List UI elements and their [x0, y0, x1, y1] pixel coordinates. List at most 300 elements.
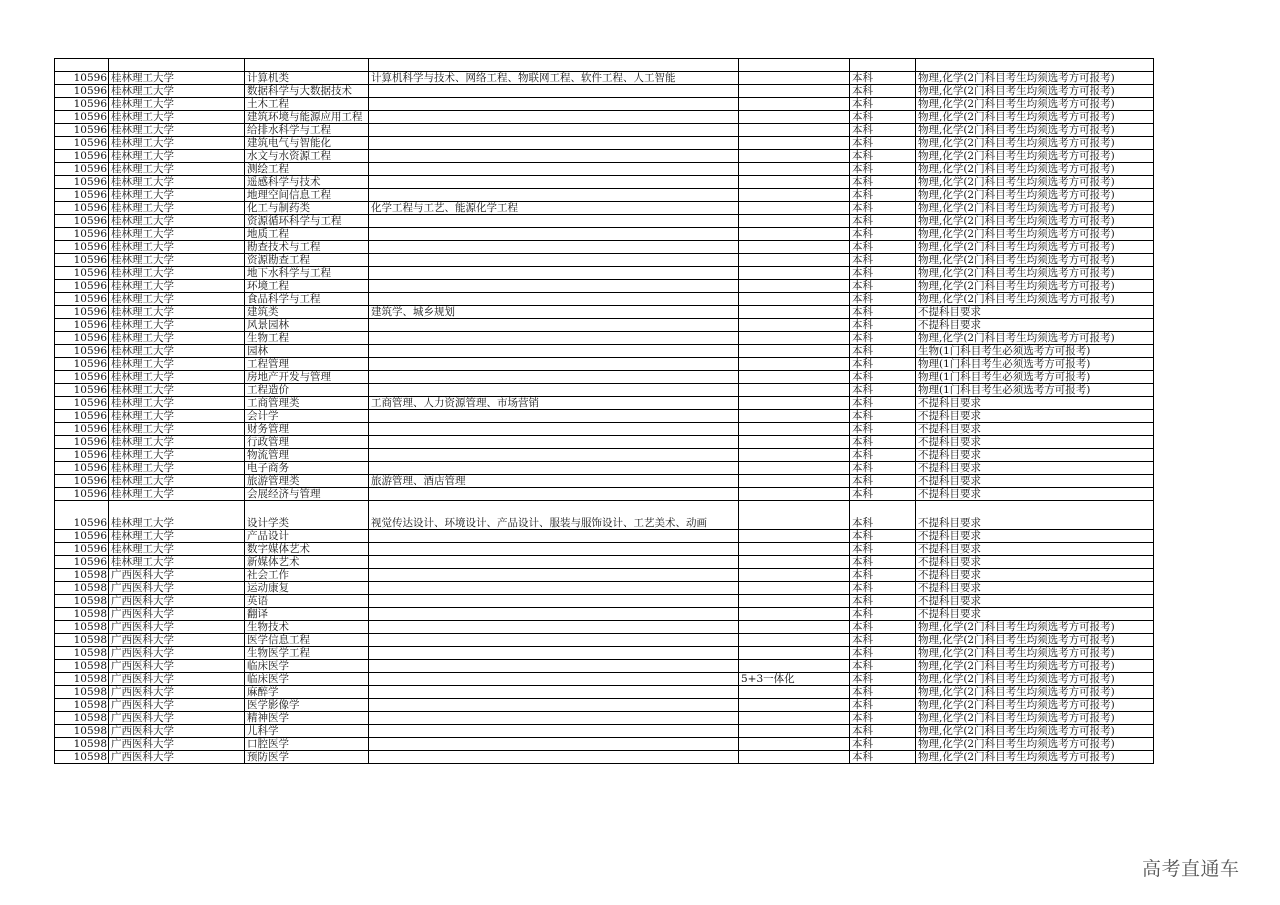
major-name-cell: 生物工程 — [245, 332, 369, 345]
subject-requirement-cell: 物理(1门科目考生必须选考方可报考) — [916, 358, 1154, 371]
note-cell — [739, 634, 850, 647]
major-name-cell: 工程管理 — [245, 358, 369, 371]
table-row — [55, 332, 1154, 345]
table-row — [55, 176, 1154, 189]
school-code-cell: 10596 — [55, 345, 109, 358]
included-majors-cell — [369, 98, 739, 111]
note-cell — [739, 215, 850, 228]
table-row — [55, 712, 1154, 725]
major-name-cell: 园林 — [245, 345, 369, 358]
school-name-cell: 广西医科大学 — [109, 660, 245, 673]
table-row — [55, 254, 1154, 267]
school-name-cell: 桂林理工大学 — [109, 98, 245, 111]
major-name-cell: 工程造价 — [245, 384, 369, 397]
included-majors-cell: 工商管理、人力资源管理、市场营销 — [369, 397, 739, 410]
subject-requirement-cell: 物理,化学(2门科目考生均须选考方可报考) — [916, 137, 1154, 150]
school-name-cell: 桂林理工大学 — [109, 436, 245, 449]
level-cell: 本科 — [850, 462, 916, 475]
major-name-cell: 建筑类 — [245, 306, 369, 319]
school-code-cell: 10596 — [55, 267, 109, 280]
school-name-cell: 桂林理工大学 — [109, 488, 245, 501]
level-cell: 本科 — [850, 712, 916, 725]
major-name-cell: 物流管理 — [245, 449, 369, 462]
table-row — [55, 462, 1154, 475]
major-name-cell: 会展经济与管理 — [245, 488, 369, 501]
table-row — [55, 202, 1154, 215]
table-row — [55, 215, 1154, 228]
subject-requirement-cell: 不提科目要求 — [916, 397, 1154, 410]
note-cell — [739, 345, 850, 358]
subject-requirement-cell: 不提科目要求 — [916, 608, 1154, 621]
subject-requirement-cell: 物理,化学(2门科目考生均须选考方可报考) — [916, 85, 1154, 98]
major-name-cell: 电子商务 — [245, 462, 369, 475]
table-row — [55, 72, 1154, 85]
level-cell: 本科 — [850, 699, 916, 712]
subject-requirement-cell: 物理,化学(2门科目考生均须选考方可报考) — [916, 189, 1154, 202]
table-row — [55, 150, 1154, 163]
subject-requirement-cell: 物理,化学(2门科目考生均须选考方可报考) — [916, 332, 1154, 345]
note-cell — [739, 124, 850, 137]
table-row — [55, 384, 1154, 397]
level-cell: 本科 — [850, 397, 916, 410]
included-majors-cell: 化学工程与工艺、能源化学工程 — [369, 202, 739, 215]
blank-cell — [245, 59, 369, 72]
level-cell: 本科 — [850, 267, 916, 280]
school-code-cell: 10596 — [55, 358, 109, 371]
major-name-cell: 数据科学与大数据技术 — [245, 85, 369, 98]
included-majors-cell — [369, 371, 739, 384]
note-cell — [739, 530, 850, 543]
major-name-cell: 财务管理 — [245, 423, 369, 436]
note-cell — [739, 371, 850, 384]
table-row — [55, 267, 1154, 280]
school-code-cell: 10596 — [55, 228, 109, 241]
subject-requirement-cell: 不提科目要求 — [916, 449, 1154, 462]
school-code-cell: 10596 — [55, 384, 109, 397]
note-cell — [739, 423, 850, 436]
major-name-cell: 环境工程 — [245, 280, 369, 293]
school-name-cell: 广西医科大学 — [109, 569, 245, 582]
level-cell: 本科 — [850, 98, 916, 111]
school-name-cell: 桂林理工大学 — [109, 124, 245, 137]
enrollment-table — [54, 58, 1154, 764]
school-name-cell: 广西医科大学 — [109, 595, 245, 608]
major-name-cell: 医学信息工程 — [245, 634, 369, 647]
included-majors-cell — [369, 150, 739, 163]
school-name-cell: 广西医科大学 — [109, 673, 245, 686]
subject-requirement-cell: 不提科目要求 — [916, 501, 1154, 530]
included-majors-cell — [369, 569, 739, 582]
included-majors-cell — [369, 462, 739, 475]
school-code-cell: 10596 — [55, 556, 109, 569]
school-name-cell: 桂林理工大学 — [109, 501, 245, 530]
note-cell — [739, 98, 850, 111]
level-cell: 本科 — [850, 423, 916, 436]
table-row — [55, 189, 1154, 202]
school-code-cell: 10598 — [55, 582, 109, 595]
school-code-cell: 10596 — [55, 280, 109, 293]
included-majors-cell — [369, 267, 739, 280]
included-majors-cell — [369, 751, 739, 764]
blank-header-row — [55, 59, 1154, 72]
level-cell: 本科 — [850, 475, 916, 488]
subject-requirement-cell: 不提科目要求 — [916, 462, 1154, 475]
note-cell — [739, 621, 850, 634]
level-cell: 本科 — [850, 189, 916, 202]
note-cell — [739, 543, 850, 556]
note-cell — [739, 72, 850, 85]
subject-requirement-cell: 不提科目要求 — [916, 556, 1154, 569]
major-name-cell: 风景园林 — [245, 319, 369, 332]
school-name-cell: 桂林理工大学 — [109, 85, 245, 98]
level-cell: 本科 — [850, 384, 916, 397]
included-majors-cell — [369, 384, 739, 397]
note-cell — [739, 241, 850, 254]
note-cell — [739, 660, 850, 673]
table-row — [55, 530, 1154, 543]
school-name-cell: 桂林理工大学 — [109, 462, 245, 475]
included-majors-cell — [369, 595, 739, 608]
included-majors-cell — [369, 423, 739, 436]
note-cell — [739, 332, 850, 345]
included-majors-cell — [369, 738, 739, 751]
table-row — [55, 595, 1154, 608]
blank-cell — [109, 59, 245, 72]
table-row — [55, 228, 1154, 241]
subject-requirement-cell: 物理,化学(2门科目考生均须选考方可报考) — [916, 267, 1154, 280]
level-cell: 本科 — [850, 293, 916, 306]
level-cell: 本科 — [850, 215, 916, 228]
table-row — [55, 319, 1154, 332]
level-cell: 本科 — [850, 621, 916, 634]
note-cell — [739, 176, 850, 189]
note-cell — [739, 608, 850, 621]
included-majors-cell — [369, 449, 739, 462]
included-majors-cell — [369, 254, 739, 267]
subject-requirement-cell: 物理,化学(2门科目考生均须选考方可报考) — [916, 673, 1154, 686]
table-row — [55, 98, 1154, 111]
note-cell — [739, 582, 850, 595]
school-name-cell: 桂林理工大学 — [109, 72, 245, 85]
note-cell — [739, 150, 850, 163]
major-name-cell: 临床医学 — [245, 660, 369, 673]
school-code-cell: 10598 — [55, 595, 109, 608]
subject-requirement-cell: 物理,化学(2门科目考生均须选考方可报考) — [916, 738, 1154, 751]
subject-requirement-cell: 物理,化学(2门科目考生均须选考方可报考) — [916, 634, 1154, 647]
included-majors-cell — [369, 686, 739, 699]
subject-requirement-cell: 不提科目要求 — [916, 569, 1154, 582]
included-majors-cell — [369, 582, 739, 595]
level-cell: 本科 — [850, 254, 916, 267]
school-code-cell: 10596 — [55, 163, 109, 176]
major-name-cell: 儿科学 — [245, 725, 369, 738]
school-code-cell: 10596 — [55, 124, 109, 137]
school-code-cell: 10596 — [55, 397, 109, 410]
note-cell — [739, 647, 850, 660]
table-row — [55, 345, 1154, 358]
note-cell — [739, 228, 850, 241]
school-name-cell: 广西医科大学 — [109, 738, 245, 751]
included-majors-cell — [369, 673, 739, 686]
level-cell: 本科 — [850, 686, 916, 699]
table-row — [55, 423, 1154, 436]
school-code-cell: 10596 — [55, 202, 109, 215]
major-name-cell: 遥感科学与技术 — [245, 176, 369, 189]
blank-cell — [55, 59, 109, 72]
level-cell: 本科 — [850, 72, 916, 85]
major-name-cell: 社会工作 — [245, 569, 369, 582]
included-majors-cell: 视觉传达设计、环境设计、产品设计、服装与服饰设计、工艺美术、动画 — [369, 501, 739, 530]
school-code-cell: 10596 — [55, 449, 109, 462]
school-name-cell: 桂林理工大学 — [109, 202, 245, 215]
included-majors-cell — [369, 410, 739, 423]
level-cell: 本科 — [850, 371, 916, 384]
major-name-cell: 地理空间信息工程 — [245, 189, 369, 202]
school-name-cell: 桂林理工大学 — [109, 423, 245, 436]
school-code-cell: 10598 — [55, 621, 109, 634]
included-majors-cell — [369, 358, 739, 371]
major-name-cell: 产品设计 — [245, 530, 369, 543]
school-code-cell: 10598 — [55, 647, 109, 660]
major-name-cell: 计算机类 — [245, 72, 369, 85]
included-majors-cell: 旅游管理、酒店管理 — [369, 475, 739, 488]
note-cell — [739, 712, 850, 725]
school-code-cell: 10598 — [55, 569, 109, 582]
school-name-cell: 桂林理工大学 — [109, 241, 245, 254]
included-majors-cell: 计算机科学与技术、网络工程、物联网工程、软件工程、人工智能 — [369, 72, 739, 85]
blank-cell — [916, 59, 1154, 72]
table-row — [55, 436, 1154, 449]
school-name-cell: 广西医科大学 — [109, 608, 245, 621]
table-row — [55, 699, 1154, 712]
note-cell — [739, 254, 850, 267]
school-code-cell: 10596 — [55, 410, 109, 423]
level-cell: 本科 — [850, 582, 916, 595]
note-cell — [739, 397, 850, 410]
included-majors-cell — [369, 608, 739, 621]
major-name-cell: 工商管理类 — [245, 397, 369, 410]
included-majors-cell — [369, 189, 739, 202]
level-cell: 本科 — [850, 751, 916, 764]
school-name-cell: 广西医科大学 — [109, 621, 245, 634]
school-name-cell: 桂林理工大学 — [109, 358, 245, 371]
school-code-cell: 10598 — [55, 673, 109, 686]
major-name-cell: 设计学类 — [245, 501, 369, 530]
school-code-cell: 10596 — [55, 462, 109, 475]
school-name-cell: 桂林理工大学 — [109, 215, 245, 228]
major-name-cell: 食品科学与工程 — [245, 293, 369, 306]
included-majors-cell — [369, 85, 739, 98]
subject-requirement-cell: 不提科目要求 — [916, 543, 1154, 556]
level-cell: 本科 — [850, 449, 916, 462]
school-name-cell: 桂林理工大学 — [109, 397, 245, 410]
note-cell — [739, 410, 850, 423]
included-majors-cell — [369, 621, 739, 634]
included-majors-cell — [369, 176, 739, 189]
level-cell: 本科 — [850, 660, 916, 673]
school-name-cell: 桂林理工大学 — [109, 475, 245, 488]
included-majors-cell — [369, 634, 739, 647]
major-name-cell: 测绘工程 — [245, 163, 369, 176]
school-name-cell: 广西医科大学 — [109, 725, 245, 738]
major-name-cell: 运动康复 — [245, 582, 369, 595]
note-cell — [739, 137, 850, 150]
included-majors-cell — [369, 488, 739, 501]
school-name-cell: 广西医科大学 — [109, 699, 245, 712]
major-name-cell: 新媒体艺术 — [245, 556, 369, 569]
note-cell — [739, 699, 850, 712]
table-row — [55, 738, 1154, 751]
table-row — [55, 137, 1154, 150]
school-name-cell: 桂林理工大学 — [109, 293, 245, 306]
major-name-cell: 行政管理 — [245, 436, 369, 449]
included-majors-cell — [369, 215, 739, 228]
level-cell: 本科 — [850, 163, 916, 176]
school-name-cell: 桂林理工大学 — [109, 163, 245, 176]
note-cell — [739, 686, 850, 699]
major-name-cell: 资源循环科学与工程 — [245, 215, 369, 228]
subject-requirement-cell: 不提科目要求 — [916, 423, 1154, 436]
subject-requirement-cell: 物理,化学(2门科目考生均须选考方可报考) — [916, 725, 1154, 738]
subject-requirement-cell: 物理,化学(2门科目考生均须选考方可报考) — [916, 111, 1154, 124]
subject-requirement-cell: 不提科目要求 — [916, 306, 1154, 319]
note-cell — [739, 488, 850, 501]
major-name-cell: 房地产开发与管理 — [245, 371, 369, 384]
level-cell: 本科 — [850, 306, 916, 319]
school-name-cell: 广西医科大学 — [109, 712, 245, 725]
major-name-cell: 生物医学工程 — [245, 647, 369, 660]
school-code-cell: 10596 — [55, 543, 109, 556]
level-cell: 本科 — [850, 647, 916, 660]
included-majors-cell — [369, 332, 739, 345]
note-cell — [739, 293, 850, 306]
major-name-cell: 数字媒体艺术 — [245, 543, 369, 556]
school-code-cell: 10596 — [55, 72, 109, 85]
major-name-cell: 生物技术 — [245, 621, 369, 634]
table-row — [55, 410, 1154, 423]
table-row — [55, 556, 1154, 569]
included-majors-cell — [369, 712, 739, 725]
subject-requirement-cell: 物理,化学(2门科目考生均须选考方可报考) — [916, 712, 1154, 725]
school-code-cell: 10598 — [55, 660, 109, 673]
note-cell — [739, 475, 850, 488]
subject-requirement-cell: 物理,化学(2门科目考生均须选考方可报考) — [916, 202, 1154, 215]
school-name-cell: 桂林理工大学 — [109, 384, 245, 397]
school-code-cell: 10596 — [55, 137, 109, 150]
subject-requirement-cell: 物理,化学(2门科目考生均须选考方可报考) — [916, 751, 1154, 764]
subject-requirement-cell: 生物(1门科目考生必须选考方可报考) — [916, 345, 1154, 358]
school-code-cell: 10596 — [55, 423, 109, 436]
major-name-cell: 精神医学 — [245, 712, 369, 725]
major-name-cell: 旅游管理类 — [245, 475, 369, 488]
note-cell — [739, 85, 850, 98]
subject-requirement-cell: 物理,化学(2门科目考生均须选考方可报考) — [916, 293, 1154, 306]
school-code-cell: 10596 — [55, 98, 109, 111]
note-cell — [739, 319, 850, 332]
school-name-cell: 桂林理工大学 — [109, 228, 245, 241]
included-majors-cell — [369, 660, 739, 673]
level-cell: 本科 — [850, 280, 916, 293]
table-row — [55, 686, 1154, 699]
blank-cell — [369, 59, 739, 72]
school-code-cell: 10596 — [55, 189, 109, 202]
included-majors-cell — [369, 137, 739, 150]
school-code-cell: 10596 — [55, 215, 109, 228]
table-row — [55, 543, 1154, 556]
included-majors-cell — [369, 436, 739, 449]
major-name-cell: 水文与水资源工程 — [245, 150, 369, 163]
school-code-cell: 10598 — [55, 751, 109, 764]
subject-requirement-cell: 物理,化学(2门科目考生均须选考方可报考) — [916, 686, 1154, 699]
table-row — [55, 85, 1154, 98]
major-name-cell: 英语 — [245, 595, 369, 608]
included-majors-cell — [369, 293, 739, 306]
major-name-cell: 会计学 — [245, 410, 369, 423]
blank-cell — [739, 59, 850, 72]
level-cell: 本科 — [850, 150, 916, 163]
table-row — [55, 358, 1154, 371]
subject-requirement-cell: 物理,化学(2门科目考生均须选考方可报考) — [916, 228, 1154, 241]
subject-requirement-cell: 物理,化学(2门科目考生均须选考方可报考) — [916, 621, 1154, 634]
subject-requirement-cell: 物理,化学(2门科目考生均须选考方可报考) — [916, 660, 1154, 673]
major-name-cell: 医学影像学 — [245, 699, 369, 712]
included-majors-cell — [369, 111, 739, 124]
major-name-cell: 翻译 — [245, 608, 369, 621]
subject-requirement-cell: 物理,化学(2门科目考生均须选考方可报考) — [916, 280, 1154, 293]
level-cell: 本科 — [850, 124, 916, 137]
note-cell — [739, 595, 850, 608]
school-code-cell: 10596 — [55, 436, 109, 449]
note-cell — [739, 751, 850, 764]
school-name-cell: 桂林理工大学 — [109, 137, 245, 150]
school-name-cell: 桂林理工大学 — [109, 410, 245, 423]
school-code-cell: 10596 — [55, 371, 109, 384]
included-majors-cell — [369, 163, 739, 176]
included-majors-cell — [369, 228, 739, 241]
major-name-cell: 临床医学 — [245, 673, 369, 686]
watermark-text: 高考直通车 — [1142, 858, 1240, 880]
note-cell — [739, 436, 850, 449]
school-code-cell: 10596 — [55, 150, 109, 163]
school-code-cell: 10598 — [55, 686, 109, 699]
school-code-cell: 10596 — [55, 241, 109, 254]
level-cell: 本科 — [850, 241, 916, 254]
table-row — [55, 569, 1154, 582]
school-name-cell: 广西医科大学 — [109, 751, 245, 764]
subject-requirement-cell: 物理,化学(2门科目考生均须选考方可报考) — [916, 124, 1154, 137]
school-name-cell: 桂林理工大学 — [109, 530, 245, 543]
subject-requirement-cell: 不提科目要求 — [916, 436, 1154, 449]
note-cell — [739, 189, 850, 202]
school-name-cell: 桂林理工大学 — [109, 280, 245, 293]
included-majors-cell — [369, 280, 739, 293]
subject-requirement-cell: 物理,化学(2门科目考生均须选考方可报考) — [916, 215, 1154, 228]
school-name-cell: 广西医科大学 — [109, 686, 245, 699]
note-cell — [739, 306, 850, 319]
major-name-cell: 地下水科学与工程 — [245, 267, 369, 280]
school-name-cell: 桂林理工大学 — [109, 345, 245, 358]
school-code-cell: 10598 — [55, 699, 109, 712]
note-cell — [739, 358, 850, 371]
level-cell: 本科 — [850, 725, 916, 738]
major-name-cell: 资源勘查工程 — [245, 254, 369, 267]
table-row — [55, 660, 1154, 673]
table-row — [55, 111, 1154, 124]
subject-requirement-cell: 物理,化学(2门科目考生均须选考方可报考) — [916, 163, 1154, 176]
school-name-cell: 广西医科大学 — [109, 582, 245, 595]
school-code-cell: 10598 — [55, 738, 109, 751]
school-name-cell: 广西医科大学 — [109, 634, 245, 647]
